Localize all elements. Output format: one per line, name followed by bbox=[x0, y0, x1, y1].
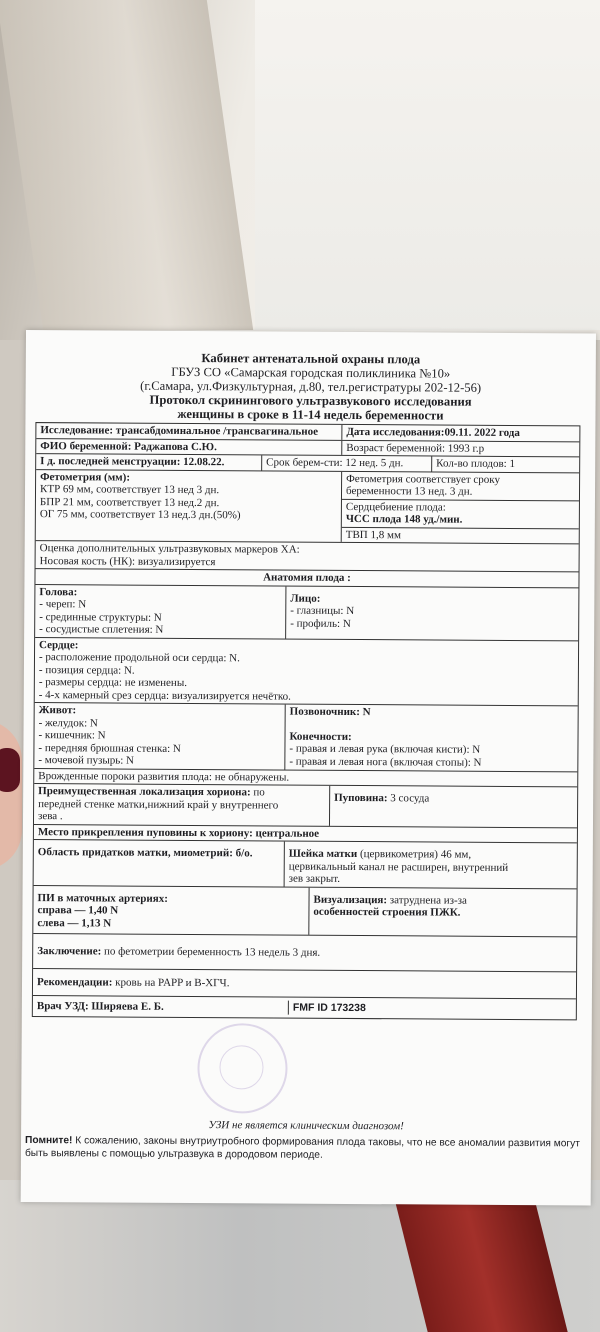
chorion-title: Преимущественная локализация хориона: bbox=[38, 785, 251, 799]
head-title: Голова: bbox=[39, 585, 78, 598]
limbs-item: - правая и левая рука (включая кисти): N bbox=[289, 742, 481, 756]
recommendations-text: кровь на PAPP и Β-ХГЧ. bbox=[115, 976, 230, 990]
doppler-right: справа — 1,40 N bbox=[37, 904, 119, 917]
footer-note-text: быть выявлены с помощью ультразвука в дородовом периоде. bbox=[24, 1148, 323, 1161]
doctor-stamp-inner bbox=[219, 1045, 263, 1089]
abdomen-item: - желудок: N bbox=[38, 716, 98, 729]
abdomen-title: Живот: bbox=[38, 704, 77, 717]
recommendations-label: Рекомендации: bbox=[36, 975, 113, 989]
visualization-text: особенностей строения ПЖК. bbox=[313, 905, 461, 919]
conclusion-text: по фетометрии беременность 13 недель 3 дня. bbox=[104, 945, 321, 959]
fetometry-og: ОГ 75 мм, соответствует 13 нед.3 дн.(50%) bbox=[39, 508, 241, 522]
protocol-subtitle: женщины в сроке в 11-14 недель беременности bbox=[177, 406, 444, 423]
abdomen-item: - передняя брюшная стенка: N bbox=[38, 741, 181, 755]
fetus-count: Кол-во плодов: 1 bbox=[431, 456, 579, 471]
fmf-id: FMF ID 173238 bbox=[288, 1000, 576, 1016]
fetometry-conclusion-2: беременности 13 нед. 3 дн. bbox=[345, 484, 473, 498]
cord-block bbox=[329, 786, 577, 827]
head-item: - сосудистые сплетения: N bbox=[39, 623, 164, 636]
heart-block bbox=[35, 638, 578, 706]
doctor-name: Врач УЗД: Ширяева Е. Б. bbox=[36, 999, 164, 1013]
nasal-bone: Носовая кость (НК): визуализируется bbox=[39, 554, 216, 568]
protocol-table bbox=[32, 422, 581, 1020]
cord-value: 3 сосуда bbox=[390, 792, 430, 805]
limbs-title: Конечности: bbox=[289, 730, 352, 743]
tvp: ТВП 1,8 мм bbox=[342, 526, 579, 543]
protocol-title: Протокол скринингового ультразвукового исследования bbox=[149, 392, 472, 409]
footer-note-text: К сожалению, законы внутриутробного формирования плода таковы, что не все аномалии развития могут bbox=[75, 1135, 580, 1150]
heartbeat bbox=[342, 498, 579, 527]
head-item: - череп: N bbox=[39, 598, 87, 611]
cervix-title: Шейка матки bbox=[288, 847, 358, 861]
spine-limbs-block bbox=[284, 705, 577, 771]
patient-name: ФИО беременной: Раджапова С.Ю. bbox=[40, 439, 217, 453]
heart-item: - 4-х камерный срез сердца: визуализируется нечётко. bbox=[38, 688, 291, 703]
visualization-text: затруднена из-за bbox=[389, 893, 467, 907]
congenital-defects: Врожденные пороки развития плода: не обнаружены. bbox=[38, 769, 290, 784]
markers-title: Оценка дополнительных ультразвуковых маркеров ХА: bbox=[39, 542, 300, 556]
head-item: - срединные структуры: N bbox=[39, 610, 162, 624]
row-head-face bbox=[35, 584, 578, 640]
cervix-text: цервикальный канал не расширен, внутренний bbox=[288, 860, 509, 874]
cord-attachment: Место прикрепления пуповины к хориону: центральное bbox=[37, 825, 320, 840]
chorion-text: по bbox=[253, 786, 265, 799]
row-abdomen-spine bbox=[34, 702, 577, 771]
fetometry-conclusion bbox=[342, 471, 579, 499]
study-type: Исследование: трансабдоминальное /трансвагинальное bbox=[40, 424, 319, 438]
doppler-left: слева — 1,13 N bbox=[37, 916, 112, 930]
patient-age: Возраст беременной: 1993 г.р bbox=[341, 440, 579, 456]
abdomen-item: - мочевой пузырь: N bbox=[38, 754, 135, 767]
heart-title: Сердце: bbox=[39, 638, 79, 651]
heart-item: - позиция сердца: N. bbox=[38, 663, 135, 677]
markers-block bbox=[36, 541, 579, 571]
doppler-block bbox=[33, 886, 308, 935]
study-date: Дата исследования:09.11. 2022 года bbox=[341, 425, 579, 441]
doppler-title: ПИ в маточных артериях: bbox=[37, 891, 168, 905]
chorion-block bbox=[34, 784, 329, 825]
heart-rate: ЧСС плода 148 уд./мин. bbox=[345, 512, 463, 526]
conclusion-label: Заключение: bbox=[37, 944, 102, 958]
fetometry-ktr: КТР 69 мм, соответствует 13 нед 3 дн. bbox=[39, 483, 220, 497]
fetometry-conclusion-1: Фетометрия соответствует сроку bbox=[346, 472, 501, 486]
face-item: - глазницы: N bbox=[290, 604, 355, 618]
hand bbox=[0, 720, 22, 870]
face-item: - профиль: N bbox=[290, 617, 351, 630]
clinic-address: (г.Самара, ул.Физкультурная, д.80, тел.регистратуры 202-12-56) bbox=[140, 378, 482, 395]
visualization-block bbox=[308, 887, 576, 936]
footer-note-bold: Помните! bbox=[25, 1135, 73, 1147]
chorion-text: зева . bbox=[37, 810, 63, 823]
fetometry-bpr: БПР 21 мм, соответствует 13 нед.2 дн. bbox=[39, 495, 220, 509]
row-doctor bbox=[33, 995, 576, 1019]
row-recommendations bbox=[33, 968, 576, 998]
footer-note bbox=[24, 1134, 580, 1163]
face-block bbox=[285, 586, 578, 640]
face-title: Лицо: bbox=[290, 592, 321, 605]
fingernail bbox=[0, 748, 20, 792]
clinic-title: Кабинет антенатальной охраны плода bbox=[201, 351, 421, 367]
recommendations bbox=[33, 975, 576, 993]
background-wall bbox=[255, 0, 600, 330]
row-uterus bbox=[34, 839, 577, 888]
cervix-text: (цервикометрия) 46 мм, bbox=[359, 848, 472, 861]
conclusion bbox=[33, 944, 576, 962]
row-heart bbox=[35, 637, 578, 706]
row-markers bbox=[36, 540, 579, 571]
fetometry-title: Фетометрия (мм): bbox=[40, 470, 131, 484]
adnexa: Область придатков матки, миометрий: б/о. bbox=[37, 846, 253, 860]
spine: Позвоночник: N bbox=[289, 705, 371, 719]
clinic-name: ГБУЗ СО «Самарская городская поликлиника №10» bbox=[171, 364, 451, 381]
abdomen-block bbox=[34, 703, 284, 769]
abdomen-item: - кишечник: N bbox=[38, 729, 106, 742]
fetometry-right bbox=[341, 471, 579, 543]
pregnancy-term: Срок берем-сти: 12 нед. 5 дн. bbox=[261, 455, 431, 471]
anatomy-title: Анатомия плода : bbox=[263, 571, 351, 584]
cord-title: Пуповина: bbox=[334, 791, 388, 805]
fetometry-block bbox=[36, 470, 341, 542]
cervix-block bbox=[284, 842, 577, 888]
chorion-text: передней стенке матки,нижний край у внутреннего bbox=[38, 797, 279, 812]
last-menstruation: I д. последней менструации: 12.08.22. bbox=[40, 455, 225, 469]
heart-item: - расположение продольной оси сердца: N. bbox=[38, 651, 240, 665]
row-conclusion bbox=[33, 933, 576, 971]
cervix-text: зев закрыт. bbox=[288, 872, 341, 885]
head-block bbox=[35, 585, 285, 639]
limbs-item: - правая и левая нога (включая стопы): N bbox=[289, 755, 482, 769]
row-chorion bbox=[34, 783, 577, 827]
ultrasound-protocol-sheet bbox=[21, 330, 596, 1205]
visualization-title: Визуализация: bbox=[313, 893, 388, 906]
heart-item: - размеры сердца: не изменены. bbox=[38, 676, 188, 689]
row-doppler bbox=[33, 885, 576, 937]
row-fetometry bbox=[36, 469, 579, 544]
heartbeat-label: Сердцебиение плода: bbox=[345, 500, 446, 514]
disclaimer: УЗИ не является клиническим диагнозом! bbox=[208, 1119, 404, 1133]
